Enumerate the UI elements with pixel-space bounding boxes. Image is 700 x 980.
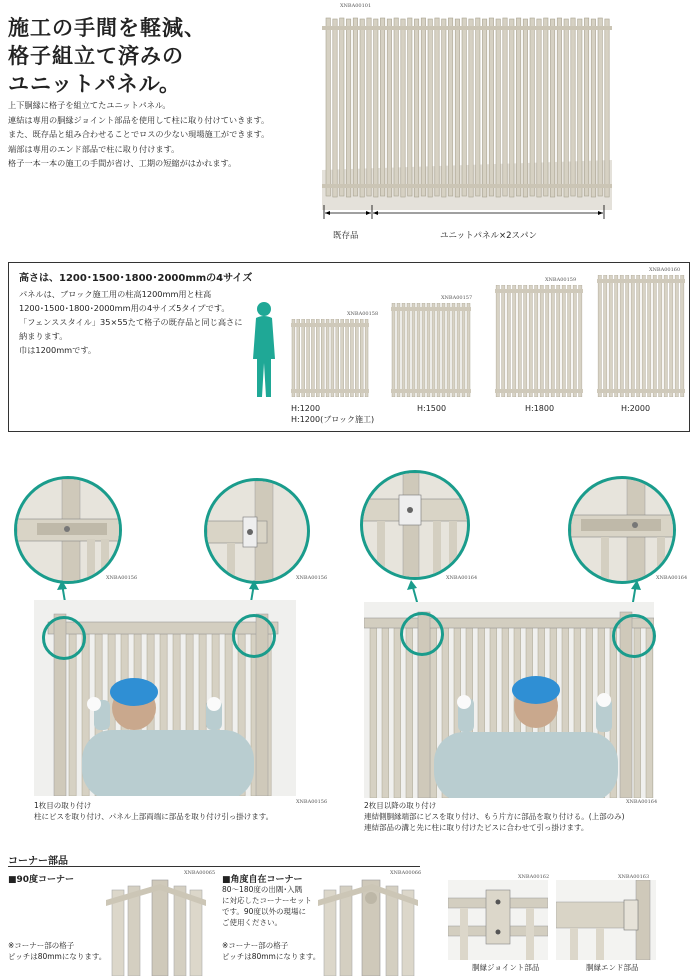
panel-bar [392,303,395,397]
panel-rail [391,307,471,311]
label-unit-panel: ユニットパネル×2スパン [440,231,538,241]
detail-code-right-1: XNBA00164 [446,575,478,581]
install-photo-right-code: XNBA00164 [626,799,658,805]
panel-1200-label: H:1200 H:1200(ブロック施工) [291,404,375,424]
panel-bar [604,275,607,397]
fence-bar [571,18,575,196]
panel-bar [546,285,549,397]
fence-bar [557,18,561,196]
corner-free-title: ■角度自在コーナー [222,875,303,885]
panel-bar [642,275,645,397]
panel-1800-image [495,285,583,397]
detail-code-right-2: XNBA00164 [656,575,688,581]
fence-bar [550,19,554,197]
install-right-title: 2枚目以降の取り付け [364,801,437,810]
panel-bar [331,319,334,397]
highlight-ring-right-2 [612,614,656,658]
panel-bar [579,285,582,397]
label-existing: 既存品 [333,231,359,241]
panel-bar [316,319,319,397]
panel-rail [291,389,369,393]
panel-bar [615,275,618,397]
panel-bar [568,285,571,397]
panel-bar [427,303,430,397]
fence-bar [591,19,595,197]
panel-1500-image [391,303,471,397]
fence-bar [340,18,344,196]
panel-rail [391,389,471,393]
corner-free-note: ※コーナー部の格子 ピッチは80mmになります。 [222,941,321,961]
person-figure-icon [247,299,281,399]
highlight-ring-left-1 [42,616,86,660]
corner-free-image [318,876,418,976]
intro-text: 上下胴縁に格子を組立てたユニットパネル。 連結は専用の胴縁ジョイント部品を使用して柱に取り付けていきます。 また、既存品と組み合わせることでロスの少ない現場施工ができます。 端部は専用のエンド部品で柱に取り付けます。 格子一本一本の施工の手間が省け、工期の短縮がはかれます。 [8,100,270,168]
panel-bar [422,303,425,397]
span-dimension-lines [322,205,612,219]
panel-bar [447,303,450,397]
fence-bar [489,18,493,196]
detail-code-left-1: XNBA00156 [106,575,138,581]
panel-bar [297,319,300,397]
fence-bar [401,19,405,197]
panel-bar [573,285,576,397]
fence-bar [435,18,439,196]
fence-bar [326,18,330,196]
panel-1800-code: XNBA00159 [545,277,577,283]
fence-bar [408,18,412,196]
fence-bar [428,19,432,197]
panel-rail [495,389,583,393]
fence-bar [394,18,398,196]
fence-bar [367,18,371,196]
panel-rail [495,289,583,293]
panel-bar [681,275,684,397]
end-label: 胴縁エンド部品 [586,963,639,972]
fence-bar [516,18,520,196]
hero-fence-photo [322,10,612,210]
panel-bar [457,303,460,397]
panel-bar [350,319,353,397]
fence-bar [578,19,582,197]
fence-bar [503,18,507,196]
panel-bar [620,275,623,397]
fence-bar [394,628,401,798]
fence-bar [455,19,459,197]
joint-label: 胴縁ジョイント部品 [472,963,540,972]
fence-bar [370,628,377,798]
panel-bar [659,275,662,397]
fence-bar [380,18,384,196]
panel-bar [609,275,612,397]
panel-bar [346,319,349,397]
detail-circle-right-1 [360,470,470,580]
fence-bar [598,18,602,196]
panel-bar [626,275,629,397]
panel-bar [365,319,368,397]
fence-bar [421,18,425,196]
install-photo-left-code: XNBA00156 [296,799,328,805]
detail-circle-left-2 [204,478,310,584]
panel-bar [653,275,656,397]
fence-bar [462,18,466,196]
panel-bar [402,303,405,397]
install-left-text: 柱にビスを取り付け、パネル上部両端に部品を取り付け引っ掛けます。 [34,812,274,821]
panel-rail [597,279,685,283]
panel-rail [291,323,369,327]
panel-bar [502,285,505,397]
panel-bar [664,275,667,397]
panel-bar [452,303,455,397]
end-code: XNBA00163 [618,874,650,880]
fence-bar [374,19,378,197]
fence-bar [442,19,446,197]
panel-bar [518,285,521,397]
fence-bar [382,628,389,798]
corner-90-image [106,876,206,976]
panel-bar [540,285,543,397]
fence-bar [482,19,486,197]
panel-bar [467,303,470,397]
panel-bar [307,319,310,397]
detail-circle-left-1 [14,476,122,584]
corner-section-title: コーナー部品 [8,856,68,867]
panel-bar [507,285,510,397]
detail-circle-right-2 [568,476,676,584]
install-left-title: 1枚目の取り付け [34,801,92,810]
sizes-description: パネルは、ブロック施工用の柱高1200mm用と柱高 1200･1500･1800･2000mm用の4サイズ5タイプです。 「フェンススタイル」35×55たて格子の既存品と同じ高さに 納まります。 巾は1200mmです。 [19,289,243,355]
panel-bar [524,285,527,397]
panel-bar [598,275,601,397]
panel-1800-label: H:1800 [525,404,555,413]
joint-code: XNBA00162 [518,874,550,880]
end-part-image [556,880,656,960]
fence-bar [414,19,418,197]
panel-bar [462,303,465,397]
panel-bar [529,285,532,397]
panel-2000-code: XNBA00160 [649,267,681,273]
joint-part-image [448,880,548,960]
fence-bar [387,19,391,197]
fence-bar [476,18,480,196]
corner-90-note: ※コーナー部の格子 ピッチは80mmになります。 [8,941,107,961]
panel-bar [496,285,499,397]
panel-bar [311,319,314,397]
panel-bar [336,319,339,397]
corner-90-code: XNBA00065 [184,870,216,876]
panel-bar [562,285,565,397]
highlight-ring-left-2 [232,614,276,658]
sizes-panel [8,262,690,432]
panel-2000-image [597,275,685,397]
fence-bar [605,19,609,197]
panel-bar [551,285,554,397]
panel-bar [412,303,415,397]
install-right-text: 連結側胴縁端部にビスを取り付け、もう片方に部品を取り付ける。(上部のみ) 連結部品の溝と先に柱に取り付けたビスに合わせて引っ掛けます。 [364,812,625,832]
corner-divider [8,866,420,867]
panel-bar [535,285,538,397]
fence-bar [360,19,364,197]
fence-bar [469,19,473,197]
panel-bar [557,285,560,397]
panel-bar [437,303,440,397]
page-title: 施工の手間を軽減、 格子組立て済みの ユニットパネル。 [8,16,206,96]
fence-bar [448,18,452,196]
fence-bar [564,19,568,197]
panel-bar [360,319,363,397]
detail-code-left-2: XNBA00156 [296,575,328,581]
fence-bar [346,19,350,197]
photo-code: XNBA00101 [340,3,372,9]
panel-1200-code: XNBA00158 [347,311,379,317]
panel-bar [397,303,400,397]
panel-bar [326,319,329,397]
panel-bar [292,319,295,397]
highlight-ring-right-1 [400,612,444,656]
panel-1500-code: XNBA00157 [441,295,473,301]
panel-bar [407,303,410,397]
panel-rail [597,389,685,393]
panel-1500-label: H:1500 [417,404,447,413]
sizes-title: 高さは、1200･1500･1800･2000mmの4サイズ [19,273,253,284]
fence-bar [333,19,337,197]
fence-bar [530,18,534,196]
panel-bar [637,275,640,397]
fence-bar [584,18,588,196]
panel-bar [631,275,634,397]
panel-1200-image [291,319,369,397]
corner-90-title: ■90度コーナー [8,875,75,885]
fence-bar [537,19,541,197]
panel-bar [675,275,678,397]
fence-bar [523,19,527,197]
corner-free-desc: 80～180度の出隅･入隅 に対応したコーナーセット です。90度以外の現場に ご使用ください。 [222,885,312,927]
panel-bar [442,303,445,397]
fence-bar [353,18,357,196]
panel-bar [432,303,435,397]
panel-bar [355,319,358,397]
panel-bar [417,303,420,397]
panel-bar [321,319,324,397]
fence-bar [510,19,514,197]
fence-bar [544,18,548,196]
panel-bar [670,275,673,397]
panel-bar [341,319,344,397]
panel-bar [513,285,516,397]
fence-bar [496,19,500,197]
panel-bar [302,319,305,397]
panel-bar [648,275,651,397]
corner-free-code: XNBA00066 [390,870,422,876]
panel-2000-label: H:2000 [621,404,651,413]
